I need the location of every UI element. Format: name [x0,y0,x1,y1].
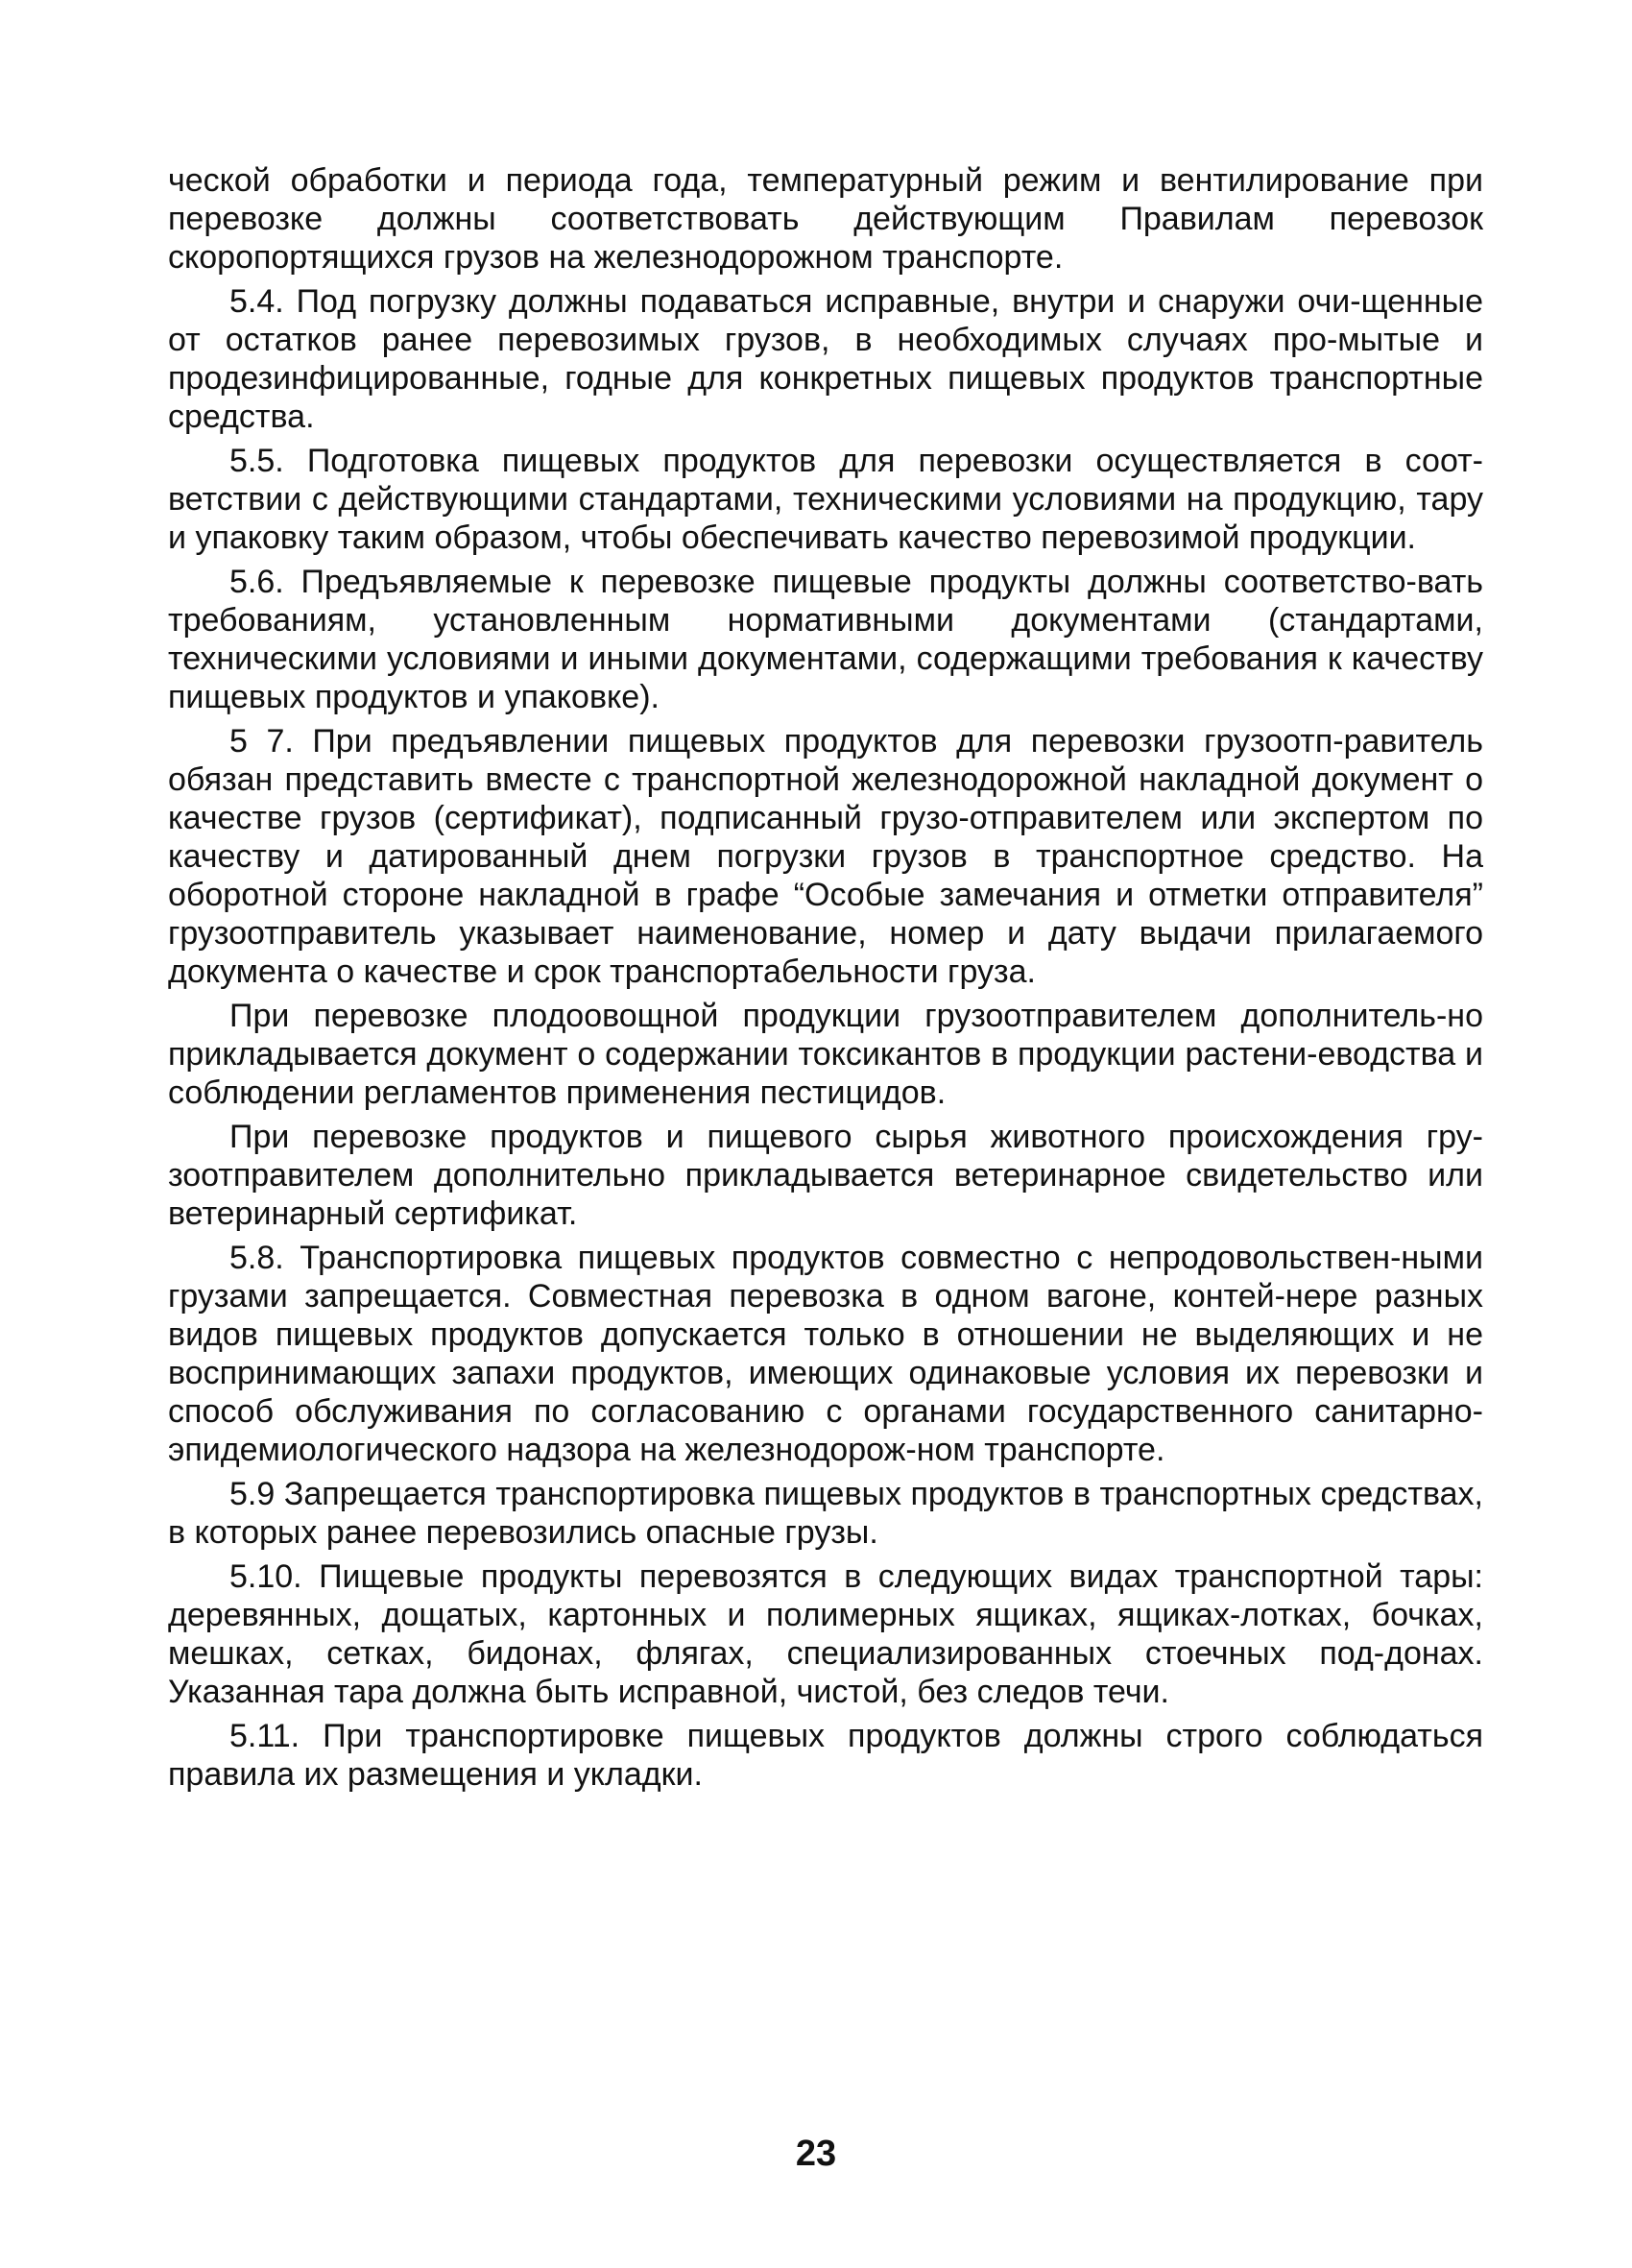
paragraph-5-7: 5 7. При предъявлении пищевых продуктов для перевозки грузоотп-равитель обязан представить вместе с транспортной железнодорожной накладной документ о качестве грузов (сертификат), подписанный грузо-отправителем или экспертом по качеству и датированный днем погрузки грузов в транспортное средство. На оборотной стороне накладной в графе “Особые замечания и отметки отправителя” грузоотправитель указывает наименование, номер и дату выдачи прилагаемого документа о качестве и срок транспортабельности груза. [168,723,1483,990]
paragraph-continuation: ческой обработки и периода года, температурный режим и вентилирование при перевозке должны соответствовать действующим Правилам перевозок скоропортящихся грузов на железнодорожном транспорте. [168,162,1483,276]
paragraph-animal-origin: При перевозке продуктов и пищевого сырья животного происхождения гру-зоотправителем дополнительно прикладывается ветеринарное свидетельство или ветеринарный сертификат. [168,1119,1483,1232]
page-number: 23 [795,2134,837,2174]
paragraph-5-9: 5.9 Запрещается транспортировка пищевых продуктов в транспортных средствах, в которых ранее перевозились опасные грузы. [168,1476,1483,1551]
paragraph-5-10: 5.10. Пищевые продукты перевозятся в следующих видах транспортной тары: деревянных, дощатых, картонных и полимерных ящиках, ящиках-лотках, бочках, мешках, сетках, бидонах, флягах, специализированных стоечных под-донах. Указанная тара должна быть исправной, чистой, без следов течи. [168,1558,1483,1710]
paragraph-5-5: 5.5. Подготовка пищевых продуктов для перевозки осуществляется в соот-ветствии с действующими стандартами, техническими условиями на продукцию, тару и упаковку таким образом, чтобы обеспечивать качество перевозимой продукции. [168,443,1483,556]
body-text [168,161,1483,1799]
paragraph-5-4: 5.4. Под погрузку должны подаваться исправные, внутри и снаружи очи-щенные от остатков ранее перевозимых грузов, в необходимых случаях про-мытые и продезинфицированные, годные для конкретных пищевых продуктов транспортные средства. [168,283,1483,435]
paragraph-5-11: 5.11. При транспортировке пищевых продуктов должны строго соблюдаться правила их размещения и укладки. [168,1718,1483,1793]
paragraph-5-6: 5.6. Предъявляемые к перевозке пищевые продукты должны соответство-вать требованиям, установленным нормативными документами (стандартами, техническими условиями и иными документами, содержащими требования к качеству пищевых продуктов и упаковке). [168,564,1483,715]
paragraph-5-8: 5.8. Транспортировка пищевых продуктов совместно с непродовольствен-ными грузами запрещается. Совместная перевозка в одном вагоне, контей-нере разных видов пищевых продуктов допускается только в отношении не выделяющих и не воспринимающих запахи продуктов, имеющих одинаковые условия их перевозки и способ обслуживания по согласованию с органами государственного санитарно-эпидемиологического надзора на железнодорож-ном транспорте. [168,1240,1483,1468]
paragraph-fruit-vegetable: При перевозке плодоовощной продукции грузоотправителем дополнитель-но прикладывается документ о содержании токсикантов в продукции растени-еводства и соблюдении регламентов применения пестицидов. [168,998,1483,1111]
